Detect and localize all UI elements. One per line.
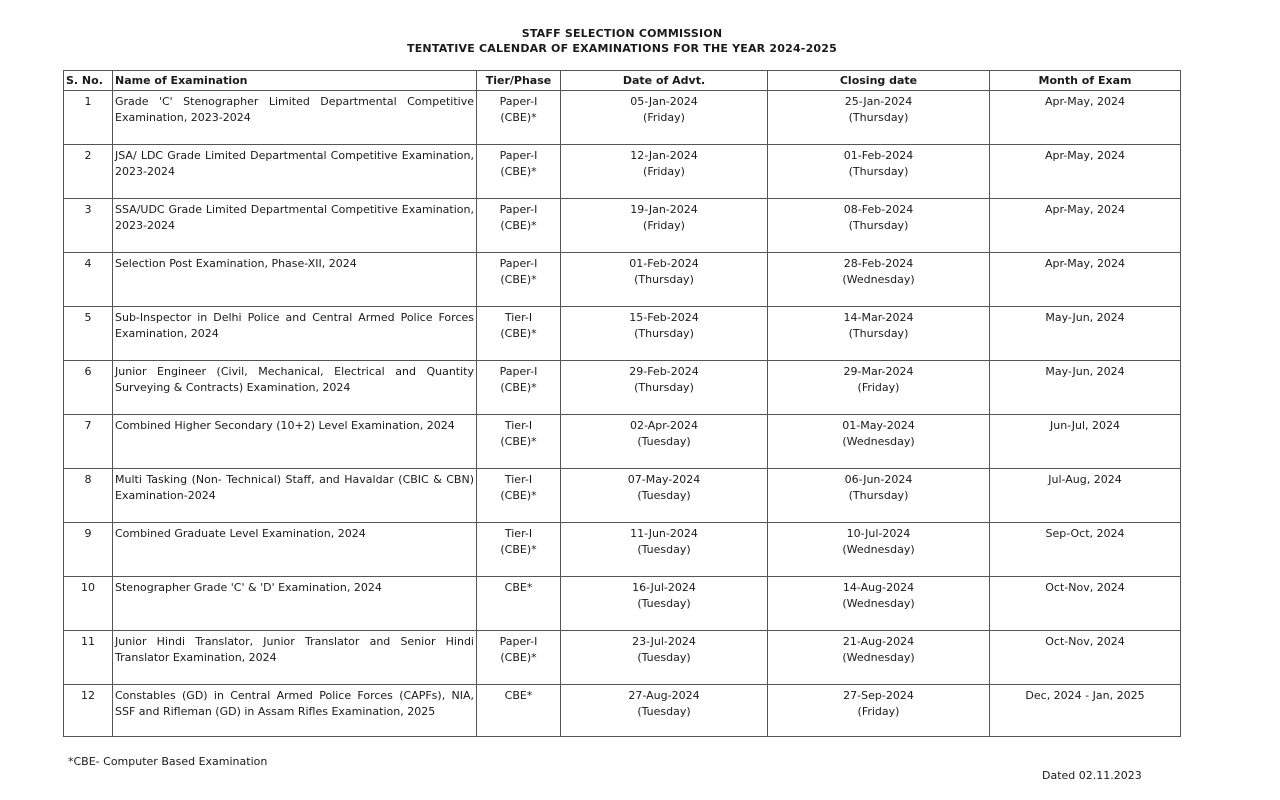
cell-closing-date	[768, 307, 990, 361]
cell-sno: 12	[64, 685, 113, 737]
tier-sub: (CBE)*	[500, 381, 537, 394]
cell-closing-date	[768, 199, 990, 253]
advt-date: 16-Jul-2024	[632, 581, 696, 594]
cell-advt-date	[561, 199, 768, 253]
closing-day: (Wednesday)	[842, 597, 915, 610]
footnote: *CBE- Computer Based Examination	[68, 755, 268, 768]
cell-advt-date	[561, 523, 768, 577]
tier-sub: (CBE)*	[500, 543, 537, 556]
cell-sno: 10	[64, 577, 113, 631]
cell-exam-name: Combined Graduate Level Examination, 2024	[113, 523, 477, 577]
table-row	[64, 685, 1181, 737]
cell-closing-date	[768, 145, 990, 199]
tier-label: Tier-I	[504, 527, 533, 540]
cell-sno: 5	[64, 307, 113, 361]
cell-tier	[477, 685, 561, 737]
table-row	[64, 307, 1181, 361]
cell-closing-date	[768, 253, 990, 307]
closing-day: (Wednesday)	[842, 273, 915, 286]
cell-exam-name: Stenographer Grade 'C' & 'D' Examination, 2024	[113, 577, 477, 631]
document-title: STAFF SELECTION COMMISSION	[521, 27, 723, 40]
advt-date: 02-Apr-2024	[629, 419, 698, 432]
cell-sno: 8	[64, 469, 113, 523]
tier-sub: (CBE)*	[500, 273, 537, 286]
cell-closing-date	[768, 361, 990, 415]
cell-tier	[477, 91, 561, 145]
closing-day: (Thursday)	[848, 165, 909, 178]
col-header-advt-date: Date of Advt.	[561, 71, 768, 91]
cell-exam-name: Grade 'C' Stenographer Limited Departmental Competitive Examination, 2023-2024	[113, 91, 477, 145]
cell-tier	[477, 469, 561, 523]
closing-day: (Wednesday)	[842, 543, 915, 556]
cell-month: Apr-May, 2024	[990, 199, 1181, 253]
advt-date: 05-Jan-2024	[630, 95, 698, 108]
table-row	[64, 415, 1181, 469]
cell-month: Sep-Oct, 2024	[990, 523, 1181, 577]
closing-day: (Thursday)	[848, 111, 909, 124]
cell-month: Jul-Aug, 2024	[990, 469, 1181, 523]
cell-closing-date	[768, 631, 990, 685]
cell-closing-date	[768, 469, 990, 523]
document-subtitle: TENTATIVE CALENDAR OF EXAMINATIONS FOR THE YEAR 2024-2025	[407, 42, 837, 55]
col-header-tier: Tier/Phase	[477, 71, 561, 91]
cell-closing-date	[768, 523, 990, 577]
cell-sno: 2	[64, 145, 113, 199]
cell-advt-date	[561, 91, 768, 145]
advt-date: 19-Jan-2024	[630, 203, 698, 216]
table-row	[64, 361, 1181, 415]
cell-sno: 7	[64, 415, 113, 469]
cell-tier	[477, 307, 561, 361]
table-row	[64, 469, 1181, 523]
advt-date: 27-Aug-2024	[628, 689, 700, 702]
cell-month: Jun-Jul, 2024	[990, 415, 1181, 469]
closing-day: (Friday)	[857, 381, 900, 394]
col-header-sno: S. No.	[64, 71, 113, 91]
cell-closing-date	[768, 685, 990, 737]
cell-sno: 9	[64, 523, 113, 577]
tier-label: Paper-I	[499, 95, 538, 108]
cell-sno: 1	[64, 91, 113, 145]
table-row	[64, 145, 1181, 199]
table-row	[64, 199, 1181, 253]
cell-advt-date	[561, 631, 768, 685]
advt-date: 12-Jan-2024	[630, 149, 698, 162]
tier-sub: (CBE)*	[500, 165, 537, 178]
cell-exam-name: Constables (GD) in Central Armed Police Forces (CAPFs), NIA, SSF and Rifleman (GD) in Assam Rifles Examination, 2025	[113, 685, 477, 737]
advt-day: (Tuesday)	[637, 597, 691, 610]
tier-label: Tier-I	[504, 473, 533, 486]
cell-tier	[477, 577, 561, 631]
cell-month: Oct-Nov, 2024	[990, 577, 1181, 631]
advt-date: 07-May-2024	[627, 473, 701, 486]
advt-day: (Tuesday)	[637, 543, 691, 556]
closing-day: (Thursday)	[848, 327, 909, 340]
cell-sno: 6	[64, 361, 113, 415]
advt-day: (Friday)	[643, 111, 685, 124]
cell-month: Dec, 2024 - Jan, 2025	[990, 685, 1181, 737]
cell-tier	[477, 361, 561, 415]
cell-advt-date	[561, 145, 768, 199]
advt-date: 11-Jun-2024	[630, 527, 698, 540]
tier-sub: (CBE)*	[500, 435, 537, 448]
cell-tier	[477, 145, 561, 199]
cell-closing-date	[768, 577, 990, 631]
table-row	[64, 577, 1181, 631]
cell-advt-date	[561, 469, 768, 523]
cell-exam-name: Junior Engineer (Civil, Mechanical, Electrical and Quantity Surveying & Contracts) Examination, 2024	[113, 361, 477, 415]
cell-exam-name: Selection Post Examination, Phase-XII, 2024	[113, 253, 477, 307]
cell-month: Apr-May, 2024	[990, 91, 1181, 145]
advt-date: 29-Feb-2024	[629, 365, 699, 378]
table-row	[64, 91, 1181, 145]
cell-advt-date	[561, 415, 768, 469]
advt-date: 15-Feb-2024	[629, 311, 699, 324]
table-row	[64, 523, 1181, 577]
tier-label: Paper-I	[499, 149, 538, 162]
tier-label: Paper-I	[499, 635, 538, 648]
closing-date: 14-Mar-2024	[843, 311, 914, 324]
advt-day: (Tuesday)	[637, 705, 691, 718]
closing-date: 27-Sep-2024	[843, 689, 914, 702]
cell-exam-name: SSA/UDC Grade Limited Departmental Competitive Examination, 2023-2024	[113, 199, 477, 253]
tier-label: Paper-I	[499, 203, 538, 216]
tier-label: Tier-I	[504, 419, 533, 432]
cell-month: May-Jun, 2024	[990, 307, 1181, 361]
advt-day: (Thursday)	[634, 273, 694, 286]
advt-day: (Friday)	[643, 219, 685, 232]
tier-sub: (CBE)*	[500, 489, 537, 502]
table-header-row	[64, 71, 1181, 91]
cell-sno: 4	[64, 253, 113, 307]
tier-label: Tier-I	[504, 311, 533, 324]
cell-exam-name: Sub-Inspector in Delhi Police and Central Armed Police Forces Examination, 2024	[113, 307, 477, 361]
closing-date: 14-Aug-2024	[842, 581, 915, 594]
tier-label: Paper-I	[499, 257, 538, 270]
table-row	[64, 253, 1181, 307]
dated-line: Dated 02.11.2023	[1042, 769, 1142, 782]
closing-day: (Thursday)	[848, 489, 909, 502]
closing-date: 06-Jun-2024	[844, 473, 913, 486]
closing-date: 25-Jan-2024	[844, 95, 913, 108]
closing-date: 08-Feb-2024	[843, 203, 914, 216]
advt-day: (Tuesday)	[637, 651, 691, 664]
cell-closing-date	[768, 415, 990, 469]
exam-calendar-table	[63, 70, 1181, 737]
cell-tier	[477, 415, 561, 469]
tier-label: CBE*	[504, 581, 533, 594]
cell-tier	[477, 631, 561, 685]
cell-closing-date	[768, 91, 990, 145]
col-header-month: Month of Exam	[990, 71, 1181, 91]
advt-date: 01-Feb-2024	[629, 257, 699, 270]
cell-advt-date	[561, 685, 768, 737]
closing-day: (Thursday)	[848, 219, 909, 232]
cell-exam-name: Junior Hindi Translator, Junior Translator and Senior Hindi Translator Examination, 2024	[113, 631, 477, 685]
cell-tier	[477, 199, 561, 253]
closing-date: 01-May-2024	[842, 419, 915, 432]
cell-exam-name: Combined Higher Secondary (10+2) Level Examination, 2024	[113, 415, 477, 469]
closing-date: 21-Aug-2024	[842, 635, 915, 648]
closing-date: 29-Mar-2024	[843, 365, 914, 378]
cell-sno: 11	[64, 631, 113, 685]
advt-day: (Friday)	[643, 165, 685, 178]
cell-sno: 3	[64, 199, 113, 253]
cell-advt-date	[561, 577, 768, 631]
closing-date: 10-Jul-2024	[846, 527, 911, 540]
cell-exam-name: JSA/ LDC Grade Limited Departmental Competitive Examination, 2023-2024	[113, 145, 477, 199]
cell-tier	[477, 253, 561, 307]
closing-date: 01-Feb-2024	[843, 149, 914, 162]
advt-date: 23-Jul-2024	[632, 635, 696, 648]
closing-date: 28-Feb-2024	[843, 257, 914, 270]
cell-advt-date	[561, 361, 768, 415]
cell-month: Apr-May, 2024	[990, 145, 1181, 199]
tier-sub: (CBE)*	[500, 327, 537, 340]
advt-day: (Tuesday)	[637, 489, 691, 502]
cell-tier	[477, 523, 561, 577]
col-header-closing-date: Closing date	[768, 71, 990, 91]
cell-month: May-Jun, 2024	[990, 361, 1181, 415]
tier-sub: (CBE)*	[500, 219, 537, 232]
advt-day: (Thursday)	[634, 381, 694, 394]
closing-day: (Friday)	[857, 705, 900, 718]
table-row	[64, 631, 1181, 685]
cell-month: Apr-May, 2024	[990, 253, 1181, 307]
tier-label: CBE*	[504, 689, 533, 702]
cell-advt-date	[561, 307, 768, 361]
closing-day: (Wednesday)	[842, 435, 915, 448]
tier-sub: (CBE)*	[500, 651, 537, 664]
cell-exam-name: Multi Tasking (Non- Technical) Staff, and Havaldar (CBIC & CBN) Examination-2024	[113, 469, 477, 523]
cell-month: Oct-Nov, 2024	[990, 631, 1181, 685]
tier-sub: (CBE)*	[500, 111, 537, 124]
closing-day: (Wednesday)	[842, 651, 915, 664]
tier-label: Paper-I	[499, 365, 538, 378]
advt-day: (Thursday)	[634, 327, 694, 340]
col-header-name: Name of Examination	[113, 71, 477, 91]
advt-day: (Tuesday)	[637, 435, 691, 448]
cell-advt-date	[561, 253, 768, 307]
